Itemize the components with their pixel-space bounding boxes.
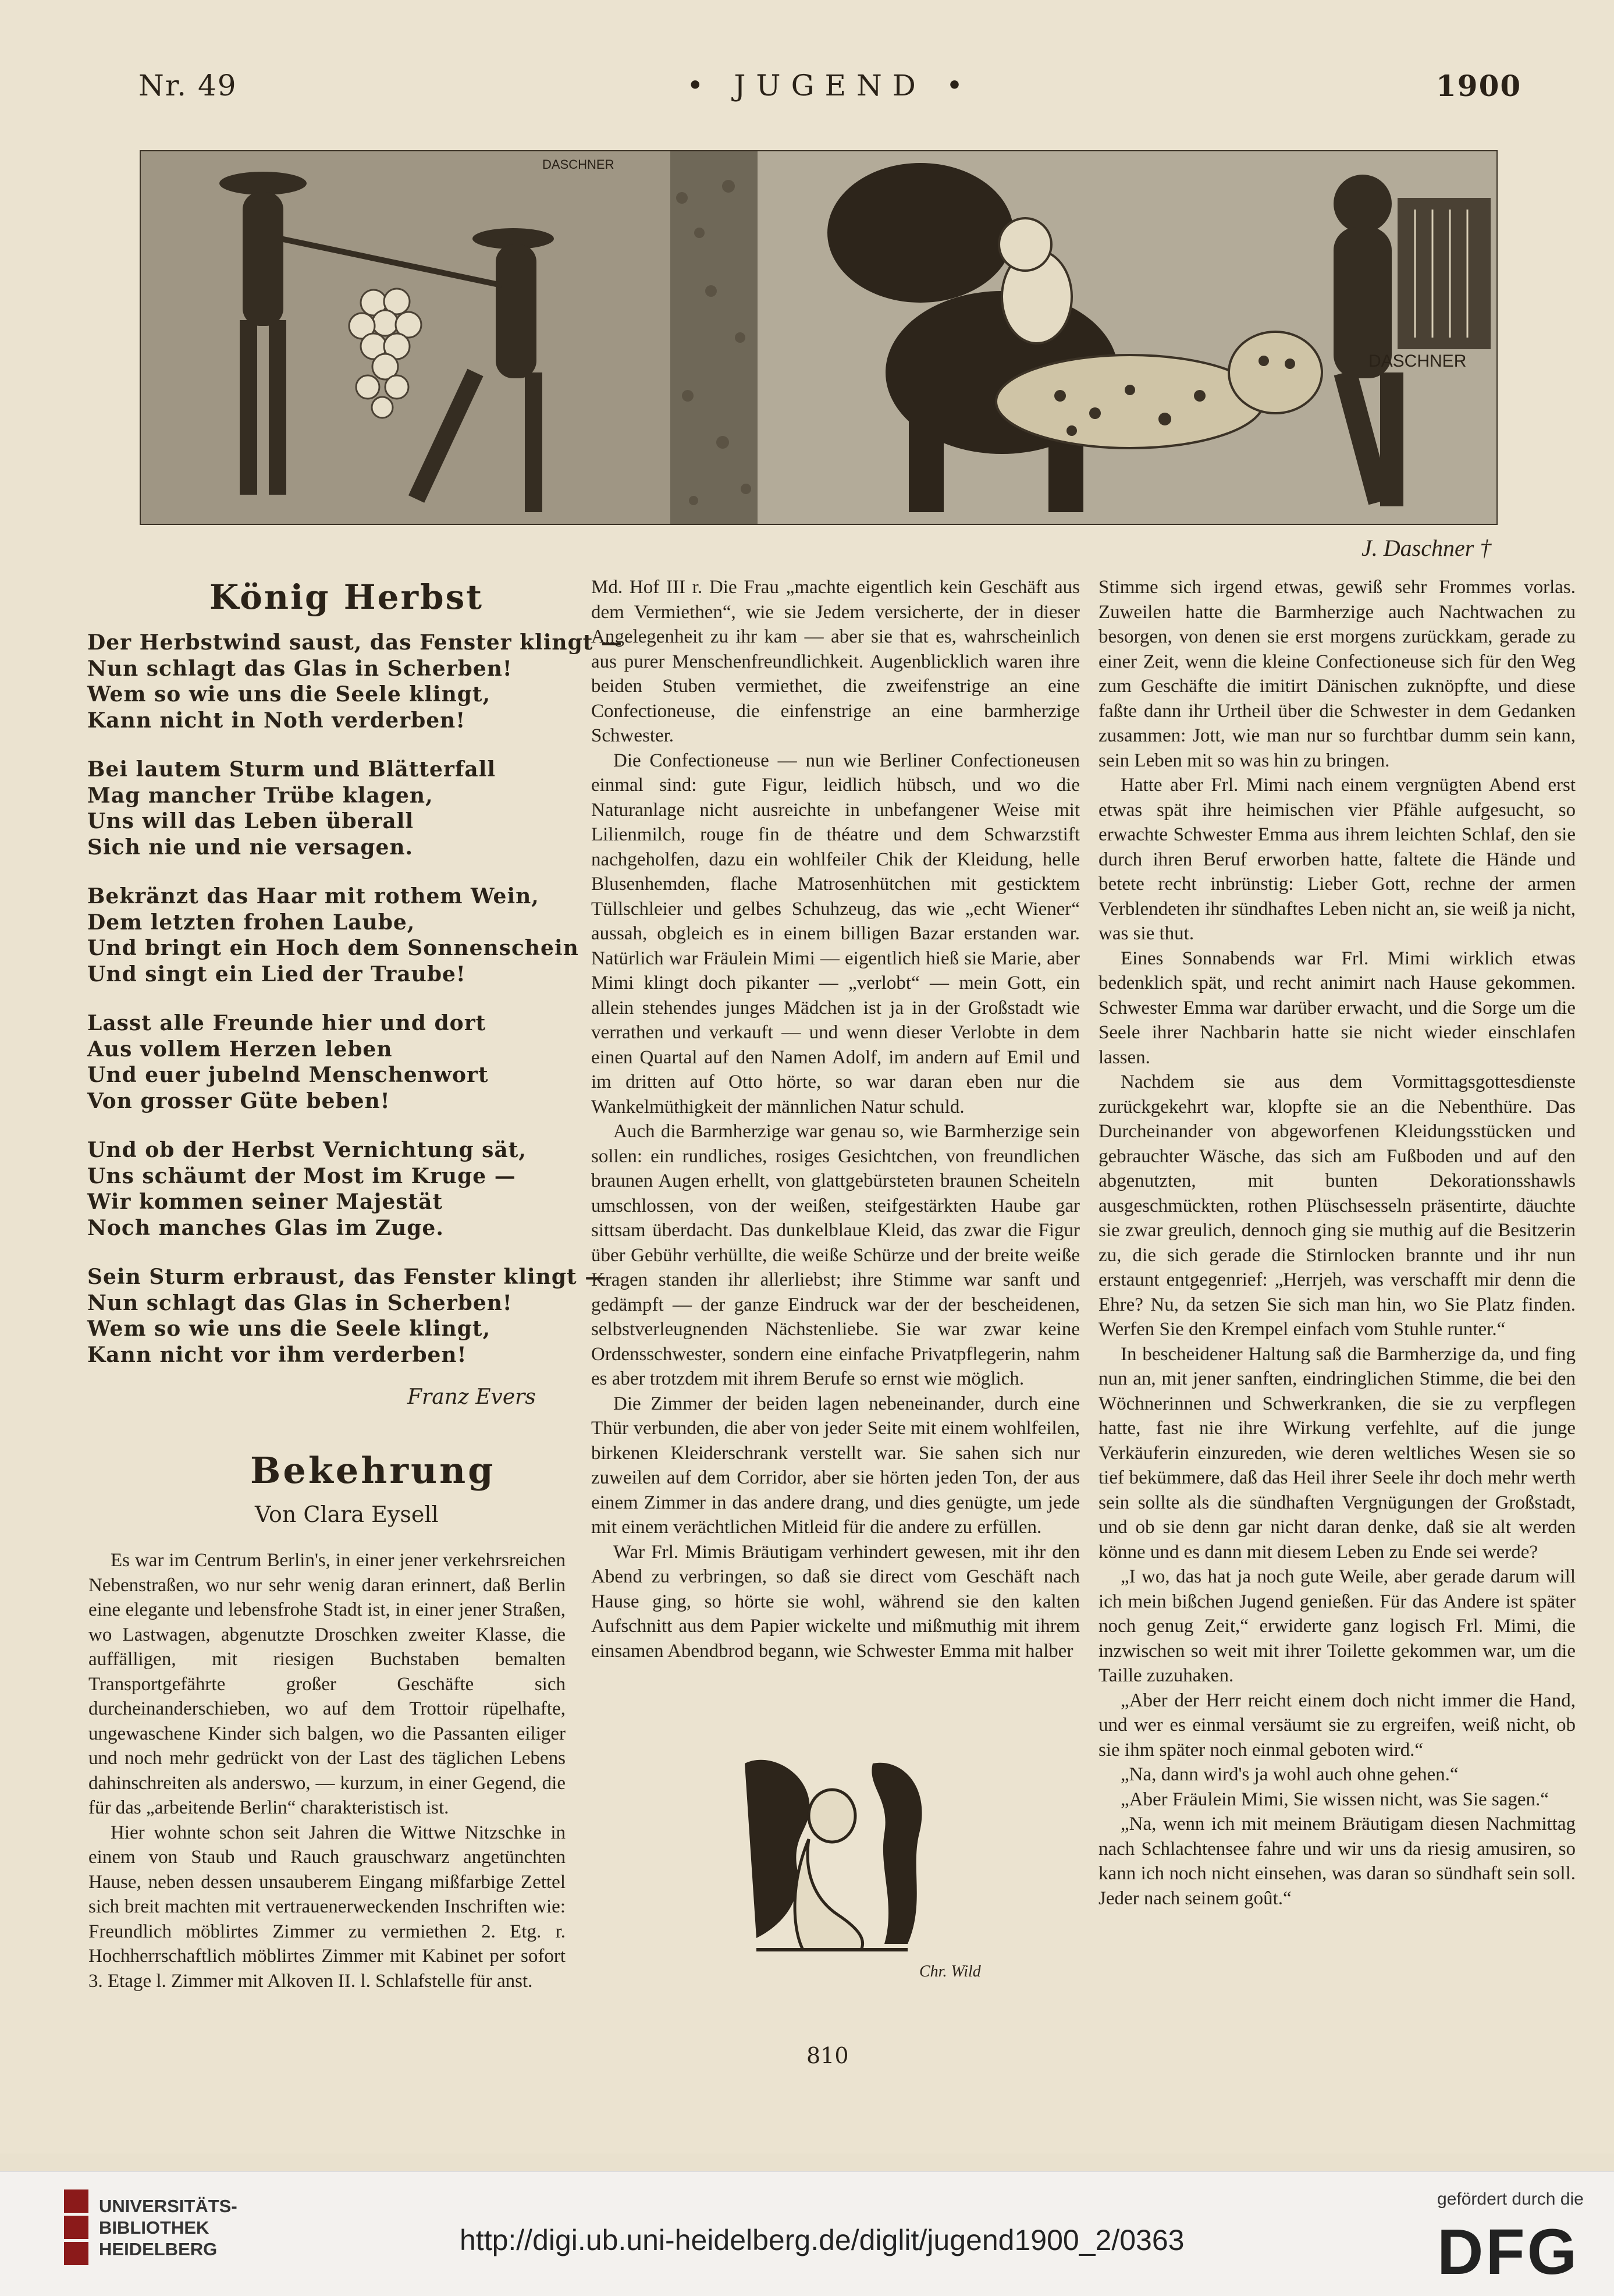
story-paragraph: Hier wohnte schon seit Jahren die Wittwe Nitzschke in einem von Staub und Rauch grauschwarz angetünchten Hause, neben dessen unsauberem Eingang mißfarbige Zettel sich breit machten mit vertrauenerweckenden Inschriften wie: Freundlich möblirtes Zimmer zu vermiethen 2. Etg. r. Hochherrschaftlich möblirtes Zimmer mit Kabinet per sofort 3. Etage l. Zimmer mit Alkoven II. l. Schlafstelle für anst. [88,1822,566,1992]
poem-line: Wem so wie uns die Seele klingt, [87,682,491,707]
poem-line: Aus vollem Herzen leben [87,1037,393,1062]
poem-stanza [87,1264,607,1368]
story-paragraph: Md. Hof III r. Die Frau „machte eigentlich kein Geschäft aus dem Vermiethen“, wie sie Jedem versicherte, der in dieser Angelegenheit zu ihr kam — aber sie that es, wahrscheinlich aus purer Menschenfreundlichkeit. Augenblicklich waren ihre beiden Stuben vermiethet, die zweifenstrige an eine Confectioneuse, die einfenstrige an eine barmherzige Schwester. [591,577,1080,746]
poem-stanza [87,1137,553,1241]
story-column-left [88,1548,566,1993]
poem-line: Uns will das Leben überall [87,809,414,833]
university-library-logo-icon [64,2189,88,2265]
library-name-line: HEIDELBERG [99,2239,218,2259]
poem-line: Uns schäumt der Most im Kruge — [87,1163,516,1188]
story-paragraph: Eines Sonnabends war Frl. Mimi wirklich etwas bedenklich spät, und recht animirt nach Hause gekommen. Schwester Emma war darüber erwacht, und die Sorge um die Seele ihrer Nachbarin hatte sie nicht wieder einschlafen lassen. [1098,948,1576,1068]
poem-line: Sich nie und nie versagen. [87,835,414,860]
story-paragraph: „Na, dann wird's ja wohl auch ohne gehen.“ [1121,1764,1459,1785]
story-paragraph: Die Confectioneuse — nun wie Berliner Confectioneusen einmal sind: gute Figur, leidlich hübsch, und wo die Naturanlage nicht ausreichte in unbefangener Weise mit Lilienmilch, rouge fin de théatre und dem Schwarzstift nachgeholfen, dazu ein wohlfeiler Chik der Kleidung, helle Blusenhemden, flache Matrosenhütchen mit gesticktem Tüllschleier und gelbes Schuhzeug, das wie „echt Wiener“ aussah, obgleich es in einem billigen Bazar erstanden war. Natürlich war Fräulein Mimi — eigentlich hieß sie Marie, aber Mimi klingt doch pikanter — „verlobt“ — mein Gott, ein allein stehendes junges Mädchen ist ja in der Großstadt wie verrathen und verkauft — und wenn dieser Verlobte in dem einen Quartal auf den Namen Adolf, im andern auf Emil und im dritten auf Otto hörte, so war daran eben nur die Wankelmüthigkeit der männlichen Natur schuld. [591,750,1080,1117]
page-number: 810 [806,2043,849,2068]
poem-line: Und singt ein Lied der Traube! [87,961,466,986]
story-paragraph: Nachdem sie aus dem Vormittagsgottesdienste zurückgekehrt war, klopfte sie an die Nebenthüre. Das Durcheinander von abgeworfenen Kleidungsstücken und gebrauchter Wäsche, das sich am Fußboden und auf den abgenutzten, mit bunten Dekorationsshawls ausgeschmückten, rothen Plüschsesseln präsentirte, däuchte sie zwar greulich, dennoch ging sie muthig auf die Besitzerin zu, die sich gerade die Stirnlocken brannte und ihr nun erstaunt entgegenrief: „Herrjeh, was verschafft mir denn die Ehre? Nu, da setzen Sie sich man hin, wo Sie Platz finden. Werfen Sie den Krempel einfach vom Stuhle runter.“ [1098,1071,1576,1340]
story-paragraph: Auch die Barmherzige war genau so, wie Barmherzige sein sollen: ein rundliches, rosiges Gesichtchen, von freundlichen braunen Augen erhellt, von glattgebürsteten braunen Scheiteln umschlossen, von der weißen, steifgestärkten Haube gar sittsam überdacht. Das dunkelblaue Kleid, das zwar die Figur über Gebühr verhüllte, die weiße Schürze und der breite weiße Kragen standen ihr allerliebst; ihre Stimme war sanft und gedämpft — der ganze Eindruck war der der bescheidenen, selbstverleugnenden Nächstenliebe. Sie war zwar keine Ordensschwester, sondern eine einfache Privatpflegerin, nahm es aber trotzdem mit ihrem Berufe so ernst wie möglich. [591,1121,1080,1389]
poem-line: Mag mancher Trübe klagen, [87,783,433,808]
story-title: Bekehrung [250,1449,496,1492]
poem-line: Dem letzten frohen Laube, [87,910,415,935]
library-name-line: BIBLIOTHEK [99,2217,209,2238]
story-paragraph: Stimme sich irgend etwas, gewiß sehr Frommes vorlas. Zuweilen hatte die Barmherzige auch Nachtwachen zu besorgen, von denen sie erst morgens zurückkam, gerade zu einer Zeit, wenn die kleine Confectioneuse sich für den Weg zum Geschäfte die imitirt Dänischen zuknöpfte, und diese faßte dann ihr Urtheil über die Schwester in dem Gedanken zusammen: Jott, wie man nur so furchtbar dumm sein kann, sein Leben mit so was hin zu bringen. [1098,577,1576,771]
poem-line: Lasst alle Freunde hier und dort [87,1011,486,1035]
poem-line: Bei lautem Sturm und Blätterfall [87,757,496,782]
poem-line: Noch manches Glas im Zuge. [87,1215,444,1240]
story-column-right [1098,575,1576,1911]
story-author: Von Clara Eysell [255,1502,439,1527]
poem-line: Wem so wie uns die Seele klingt, [87,1316,491,1341]
poem-line: Kann nicht vor ihm verderben! [87,1342,467,1367]
poem-line: Und euer jubelnd Menschenwort [87,1063,489,1087]
story-paragraph: Hatte aber Frl. Mimi nach einem vergnügten Abend erst etwas spät ihre heimischen vier Pfähle aufgesucht, so erwachte Schwester Emma aus ihrem leichten Schlaf, den sie durch ihren Beruf erworben hatte, faltete die Hände und betete recht inbrünstig: Lieber Gott, rechne der armen Verblendeten ihr sündhaftes Leben nicht an, sie weiß ja nicht, was sie thut. [1098,775,1576,944]
poem-line: Und ob der Herbst Vernichtung sät, [87,1138,527,1162]
poem-title: König Herbst [209,577,484,617]
story-paragraph: „Na, wenn ich mit meinem Bräutigam diesen Nachmittag nach Schlachtensee fahre und wir uns da riesig amusiren, so kann ich noch nicht einsehen, was daran so sündhaft sein soll. Jeder nach seinem goût.“ [1098,1814,1576,1909]
library-name [99,2195,237,2260]
story-paragraph: Die Zimmer der beiden lagen nebeneinander, durch eine Thür verbunden, die aber von jeder Seite mit einem wohlfeilen, birkenen Kleiderschrank verstellt war. Sie sahen sich nur zuweilen auf dem Corridor, aber sie hörten jeden Ton, der aus einem Zimmer in das andere drang, und dies genügte, um jede mit einem verächtlichen Mitleid für die andere zu erfüllen. [591,1393,1080,1538]
story-paragraph: War Frl. Mimis Bräutigam verhindert gewesen, mit ihr den Abend zu verbringen, so daß sie direct vom Geschäft nach Hause ging, so hörte sie wohl, während sie den kalten Aufschnitt aus dem Papier wickelte und mißmuthig mit ihrem einsamen Abendbrod begann, wie Schwester Emma mit halber [591,1541,1080,1662]
banner-signature-right: DASCHNER [1368,352,1467,371]
library-name-line: UNIVERSITÄTS- [99,2196,237,2216]
permalink-url[interactable]: http://digi.ub.uni-heidelberg.de/diglit/jugend1900_2/0363 [460,2224,1185,2256]
illustration-artist-credit: Chr. Wild [919,1963,981,1981]
poem-line: Und bringt ein Hoch dem Sonnenschein [87,936,579,960]
poem-line: Sein Sturm erbraust, das Fenster klingt — [87,1265,607,1289]
poem-stanza [87,883,579,987]
poem-stanza [87,757,553,860]
poem-line: Kann nicht in Noth verderben! [87,708,466,733]
issue-year: 1900 [1436,69,1522,103]
story-paragraph: In bescheidener Haltung saß die Barmherzige da, und fing nun an, mit jener sanften, eindringlichen Stimme, die bei den Wöchnerinnen und Schwerkranken, die sie zu verpflegen hatte, fast nie ihre Wirkung verfehlte, auf die junge Verkäuferin einzureden, wie deren weltliches Wesen sie so tief bekümmere, daß das Heil ihrer Seele ihr doch mehr werth sein sollte als die sündhaften Vergnügungen der Großstadt, und ob sie denn gar nicht daran denke, daß sie alt werden könne und es dann mit diesem Leben zu Ende sei werde? [1098,1343,1576,1563]
poem-line: Nun schlagt das Glas in Scherben! [87,1290,513,1315]
harvest-banner-illustration [140,150,1498,525]
story-paragraph: Es war im Centrum Berlin's, in einer jener verkehrsreichen Nebenstraßen, wo nur sehr wenig daran erinnert, daß Berlin eine elegante und lebensfrohe Stadt ist, in einer jener Straßen, wo Lastwagen, abgenutzte Droschken zweiter Klasse, die auffälligen, mit riesigen Buchstaben bemalten Transportgefährte großer Geschäfte sich durcheinanderschieben, wo auf dem Trottoir rüpelhafte, ungewaschene Kinder sich balgen, wo die Passanten eiliger und noch mehr gedrückt von der Last des täglichen Lebens dahinschreiten als anderswo, — kurzum, in einer Gegend, die für das „arbeitende Berlin“ charakteristisch ist. [88,1550,566,1818]
story-paragraph: „Aber Fräulein Mimi, Sie wissen nicht, was Sie sagen.“ [1121,1788,1549,1810]
kneeling-figure-illustration [721,1752,943,1961]
dfg-logo: DFG [1437,2216,1580,2288]
digitization-footer [0,2171,1614,2296]
issue-number: Nr. 49 [138,69,237,102]
poem-stanza [87,1010,553,1114]
poem-line: Nun schlagt das Glas in Scherben! [87,656,513,681]
poem-line: Der Herbstwind saust, das Fenster klingt — [87,630,623,655]
story-paragraph: „Aber der Herr reicht einem doch nicht immer die Hand, und wer es einmal versäumt sie zu ergreifen, weiß nicht, ob sie ihm später noch einmal geboten wird.“ [1098,1690,1576,1761]
story-paragraph: „I wo, das hat ja noch gute Weile, aber gerade darum will ich mein bißchen Jugend genießen. Für das Andere ist später noch genug Zeit,“ erwiderte ganz logisch Frl. Mimi, die inzwischen so weit mit ihrer Toilette gekommen war, um die Taille zuzuhaken. [1098,1566,1576,1686]
poem-line: Von grosser Güte beben! [87,1088,390,1113]
poem-stanza [87,630,623,733]
banner-signature-left: DASCHNER [542,157,614,172]
banner-artist-credit: J. Daschner † [1361,535,1492,561]
story-column-middle [591,575,1080,1663]
poem-line: Wir kommen seiner Majestät [87,1190,443,1214]
funded-by-label: gefördert durch die [1437,2189,1584,2209]
poem-author: Franz Evers [407,1385,536,1409]
poem-line: Bekränzt das Haar mit rothem Wein, [87,884,539,909]
magazine-title: • JUGEND • [687,69,974,102]
